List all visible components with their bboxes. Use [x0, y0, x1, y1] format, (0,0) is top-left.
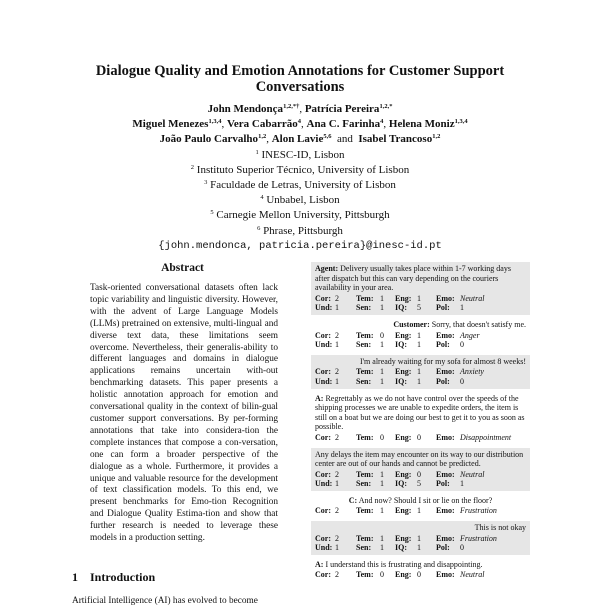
annotation-row — [315, 331, 526, 350]
annotation-value: Neutral — [460, 570, 485, 580]
annotation-label: Cor: — [315, 367, 331, 377]
annotation-value: 1 — [380, 303, 384, 313]
annotation-label: Emo: — [436, 367, 455, 377]
annotation-label: Cor: — [315, 293, 331, 303]
section-heading-introduction: 1 Introduction — [72, 570, 156, 584]
speaker-label: Customer: — [393, 319, 430, 329]
annotation-value: 1 — [417, 543, 421, 553]
annotation-label: Eng: — [395, 506, 412, 516]
annotation-value: 5 — [417, 479, 421, 489]
annotation-label: IQ: — [395, 479, 407, 489]
annotation-label: Pol: — [436, 303, 450, 313]
annotation-label: Und: — [315, 376, 333, 386]
annotation-value: Neutral — [460, 293, 485, 303]
annotation-label: IQ: — [395, 543, 407, 553]
annotation-value: 1 — [417, 367, 421, 377]
annotation-value: 2 — [335, 533, 339, 543]
annotation-value: 1 — [335, 376, 339, 386]
utterance-text: I understand this is frustrating and disappointing. — [325, 559, 483, 569]
utterance — [315, 496, 526, 506]
author-name: Miguel Menezes — [132, 118, 209, 131]
annotation-label: Sen: — [356, 479, 372, 489]
annotation-label: Eng: — [395, 293, 412, 303]
annotation-label: Cor: — [315, 432, 331, 442]
annotation-label: Tem: — [356, 432, 374, 442]
annotation-value: 1 — [335, 303, 339, 313]
annotation-value: 2 — [335, 469, 339, 479]
annotation-label: Eng: — [395, 330, 412, 340]
annotation-value: 0 — [380, 570, 384, 580]
utterance — [315, 450, 526, 469]
annotation-value: Neutral — [460, 469, 485, 479]
introduction-text: Artificial Intelligence (AI) has evolved to become — [72, 596, 258, 606]
annotation-label: Und: — [315, 340, 333, 350]
author-name: John Mendonça — [207, 103, 284, 115]
annotation-label: Eng: — [395, 533, 412, 543]
affiliation: $^1$ INESC-ID, Lisbon — [255, 148, 345, 161]
dialogue-turn-block — [311, 558, 530, 582]
utterance — [315, 320, 526, 330]
annotation-value: 2 — [335, 367, 339, 377]
annotation-label: Pol: — [436, 543, 450, 553]
annotation-value: 1 — [417, 330, 421, 340]
annotation-value: 2 — [335, 506, 339, 516]
annotation-label: Tem: — [356, 570, 374, 580]
title-line-1: Dialogue Quality and Emotion Annotations for Customer Support — [95, 63, 505, 79]
dialogue-turn-block — [311, 521, 530, 555]
annotation-row — [315, 367, 526, 386]
annotation-label: Sen: — [356, 303, 372, 313]
annotation-value: Anger — [460, 330, 480, 340]
annotation-label: Pol: — [436, 376, 450, 386]
annotation-label: Und: — [315, 303, 333, 313]
annotation-value: 1 — [380, 469, 384, 479]
abstract-text: Task-oriented conversational datasets often lack topic variability and linguistic diversity. However, with the advent of Large Language Models (LLMs) pretrained on extensive, multi-lingual and diverse text data, these limitations seem overcome. Nevertheless, their generalis-ability to different languages and domains in dialogue applications remains uncertain with-out benchmarking datasets. This paper presents a holistic annotation approach for emotion and conversational quality in the context of bilin-gual customer support conversations. By per-forming annotations that take into considera-tion the complete instances that compose a con-versation, one can form a broader perspective of the dialogue as a whole. Furthermore, it provides a unique and valuable resource for the development of text classification models. To this end, we present benchmarks for Emo-tion Recognition and Dialogue Quality Estima-tion and show that further research is needed to leverage these models in a production setting. — [90, 283, 278, 544]
dialogue-turn-block — [311, 448, 530, 491]
dialogue-turn-block — [311, 392, 530, 445]
annotation-row — [315, 506, 526, 516]
annotation-value: 0 — [380, 330, 384, 340]
annotation-row — [315, 534, 526, 553]
annotation-label: Tem: — [356, 367, 374, 377]
annotation-value: 0 — [417, 432, 421, 442]
annotation-row — [315, 433, 526, 443]
author-line-3: João Paulo Carvalho$^{1,2}$, Alon Lavie$^{5,6}$ and Isabel Trancoso$^{1,2}$ — [159, 133, 441, 146]
annotation-value: 0 — [460, 543, 464, 553]
annotation-label: Tem: — [356, 293, 374, 303]
annotation-row — [315, 294, 526, 313]
annotation-label: Tem: — [356, 330, 374, 340]
utterance — [315, 560, 526, 570]
annotation-value: Anxiety — [460, 367, 484, 377]
annotation-value: 1 — [380, 376, 384, 386]
dialogue-turn-block — [311, 355, 530, 389]
annotation-label: IQ: — [395, 303, 407, 313]
annotation-label: Emo: — [436, 330, 455, 340]
speaker-label: Agent: — [315, 264, 339, 273]
annotation-value: 0 — [460, 376, 464, 386]
author-name: Isabel Trancoso — [358, 133, 433, 146]
speaker-label: A: — [315, 393, 324, 403]
utterance — [315, 394, 526, 432]
annotation-label: Eng: — [395, 570, 412, 580]
author-name: Vera Cabarrão — [226, 118, 298, 131]
affiliation: $^3$ Faculdade de Letras, University of Lisbon — [204, 179, 396, 192]
utterance-text: This is not okay — [474, 523, 526, 533]
annotation-label: Cor: — [315, 469, 331, 479]
annotation-label: IQ: — [395, 376, 407, 386]
annotation-label: Emo: — [436, 570, 455, 580]
annotation-value: 1 — [417, 533, 421, 543]
author-line-1: John Mendonça$^{1,2,*\dagger}$, Patrícia Pereira$^{1,2,*}$ — [207, 103, 393, 115]
dialogue-turn-block — [311, 494, 530, 518]
annotation-value: 2 — [335, 330, 339, 340]
annotation-value: 1 — [417, 506, 421, 516]
utterance — [315, 357, 526, 367]
annotation-label: Cor: — [315, 570, 331, 580]
annotation-value: 0 — [460, 340, 464, 350]
author-name: Helena Moniz — [388, 118, 455, 131]
annotation-example-figure — [311, 262, 530, 600]
annotation-value: Disappointment — [460, 432, 512, 442]
author-name: Patrícia Pereira — [304, 103, 380, 115]
annotation-value: Frustration — [460, 506, 497, 516]
annotation-label: Pol: — [436, 479, 450, 489]
annotation-value: 1 — [417, 376, 421, 386]
speaker-label: C: — [348, 495, 358, 505]
dialogue-turn-block — [311, 318, 530, 352]
utterance — [315, 523, 526, 533]
annotation-value: 2 — [335, 432, 339, 442]
annotation-value: 1 — [380, 479, 384, 489]
annotation-value: 1 — [460, 479, 464, 489]
annotation-label: Eng: — [395, 367, 412, 377]
utterance-text: I'm already waiting for my sofa for almost 8 weeks! — [359, 356, 526, 366]
annotation-value: 1 — [380, 340, 384, 350]
annotation-label: Emo: — [436, 506, 455, 516]
paper-title — [60, 63, 540, 95]
contact-email: {john.mendonca, patricia.pereira}@inesc-id.pt — [158, 239, 442, 252]
annotation-label: Emo: — [436, 469, 455, 479]
annotation-row — [315, 570, 526, 580]
annotation-value: 1 — [335, 479, 339, 489]
annotation-label: IQ: — [395, 340, 407, 350]
annotation-value: 1 — [380, 543, 384, 553]
utterance-text: Any delays the item may encounter on its way to our distribution center are out of our hands and cannot be predicted. — [315, 449, 524, 469]
affiliation: $^4$ Unbabel, Lisbon — [260, 194, 340, 207]
speaker-label: A: — [315, 559, 324, 569]
annotation-label: Cor: — [315, 330, 331, 340]
annotation-value: 5 — [417, 303, 421, 313]
author-name: João Paulo Carvalho — [159, 133, 259, 146]
annotation-label: Eng: — [395, 469, 412, 479]
annotation-value: 2 — [335, 293, 339, 303]
annotation-value: 2 — [335, 570, 339, 580]
utterance-text: Regrettably as we do not have control over the speeds of the shipping processes we are unable to expedite orders, the item is still on a boat but we are doing our best to get it to you as soon as possible. — [315, 393, 525, 432]
annotation-label: Eng: — [395, 432, 412, 442]
annotation-label: Sen: — [356, 376, 372, 386]
annotation-label: Emo: — [436, 293, 455, 303]
annotation-value: 1 — [417, 340, 421, 350]
annotation-value: Frustration — [460, 533, 497, 543]
annotation-label: Sen: — [356, 340, 372, 350]
annotation-label: Und: — [315, 479, 333, 489]
annotation-label: Pol: — [436, 340, 450, 350]
annotation-label: Tem: — [356, 469, 374, 479]
author-line-2: Miguel Menezes$^{1,3,4}$, Vera Cabarrão$^4$, Ana C. Farinha$^4$, Helena Moniz$^{1,3,4}$ — [132, 118, 468, 131]
annotation-value: 1 — [460, 303, 464, 313]
annotation-value: 0 — [380, 432, 384, 442]
title-line-2: Conversations — [255, 79, 345, 95]
annotation-value: 1 — [380, 506, 384, 516]
annotation-value: 1 — [380, 293, 384, 303]
annotation-label: Sen: — [356, 543, 372, 553]
abstract-heading: Abstract — [161, 262, 204, 274]
annotation-row — [315, 470, 526, 489]
utterance — [315, 264, 526, 293]
annotation-label: Cor: — [315, 533, 331, 543]
dialogue-turn-block — [311, 262, 530, 315]
annotation-label: Tem: — [356, 506, 374, 516]
annotation-value: 1 — [417, 293, 421, 303]
annotation-value: 1 — [380, 367, 384, 377]
author-name: Alon Lavie — [271, 133, 324, 146]
annotation-label: Cor: — [315, 506, 331, 516]
annotation-value: 0 — [417, 570, 421, 580]
annotation-label: Emo: — [436, 432, 455, 442]
affiliation: $^6$ Phrase, Pittsburgh — [257, 224, 343, 237]
annotation-value: 1 — [335, 340, 339, 350]
annotation-label: Und: — [315, 543, 333, 553]
author-name: Ana C. Farinha — [306, 118, 381, 131]
annotation-label: Tem: — [356, 533, 374, 543]
affiliation: $^5$ Carnegie Mellon University, Pittsburgh — [210, 209, 390, 222]
annotation-value: 0 — [417, 469, 421, 479]
annotation-value: 1 — [335, 543, 339, 553]
utterance-text: Sorry, that doesn't satisfy me. — [431, 319, 526, 329]
affiliation: $^2$ Instituto Superior Técnico, University of Lisbon — [190, 163, 410, 176]
annotation-label: Emo: — [436, 533, 455, 543]
annotation-value: 1 — [380, 533, 384, 543]
utterance-text: And now? Should I sit or lie on the floor? — [358, 495, 493, 505]
author-block — [40, 102, 560, 254]
utterance-text: Delivery usually takes place within 1-7 working days after dispatch but this can vary depending on the couriers availability in your area. — [315, 264, 511, 293]
